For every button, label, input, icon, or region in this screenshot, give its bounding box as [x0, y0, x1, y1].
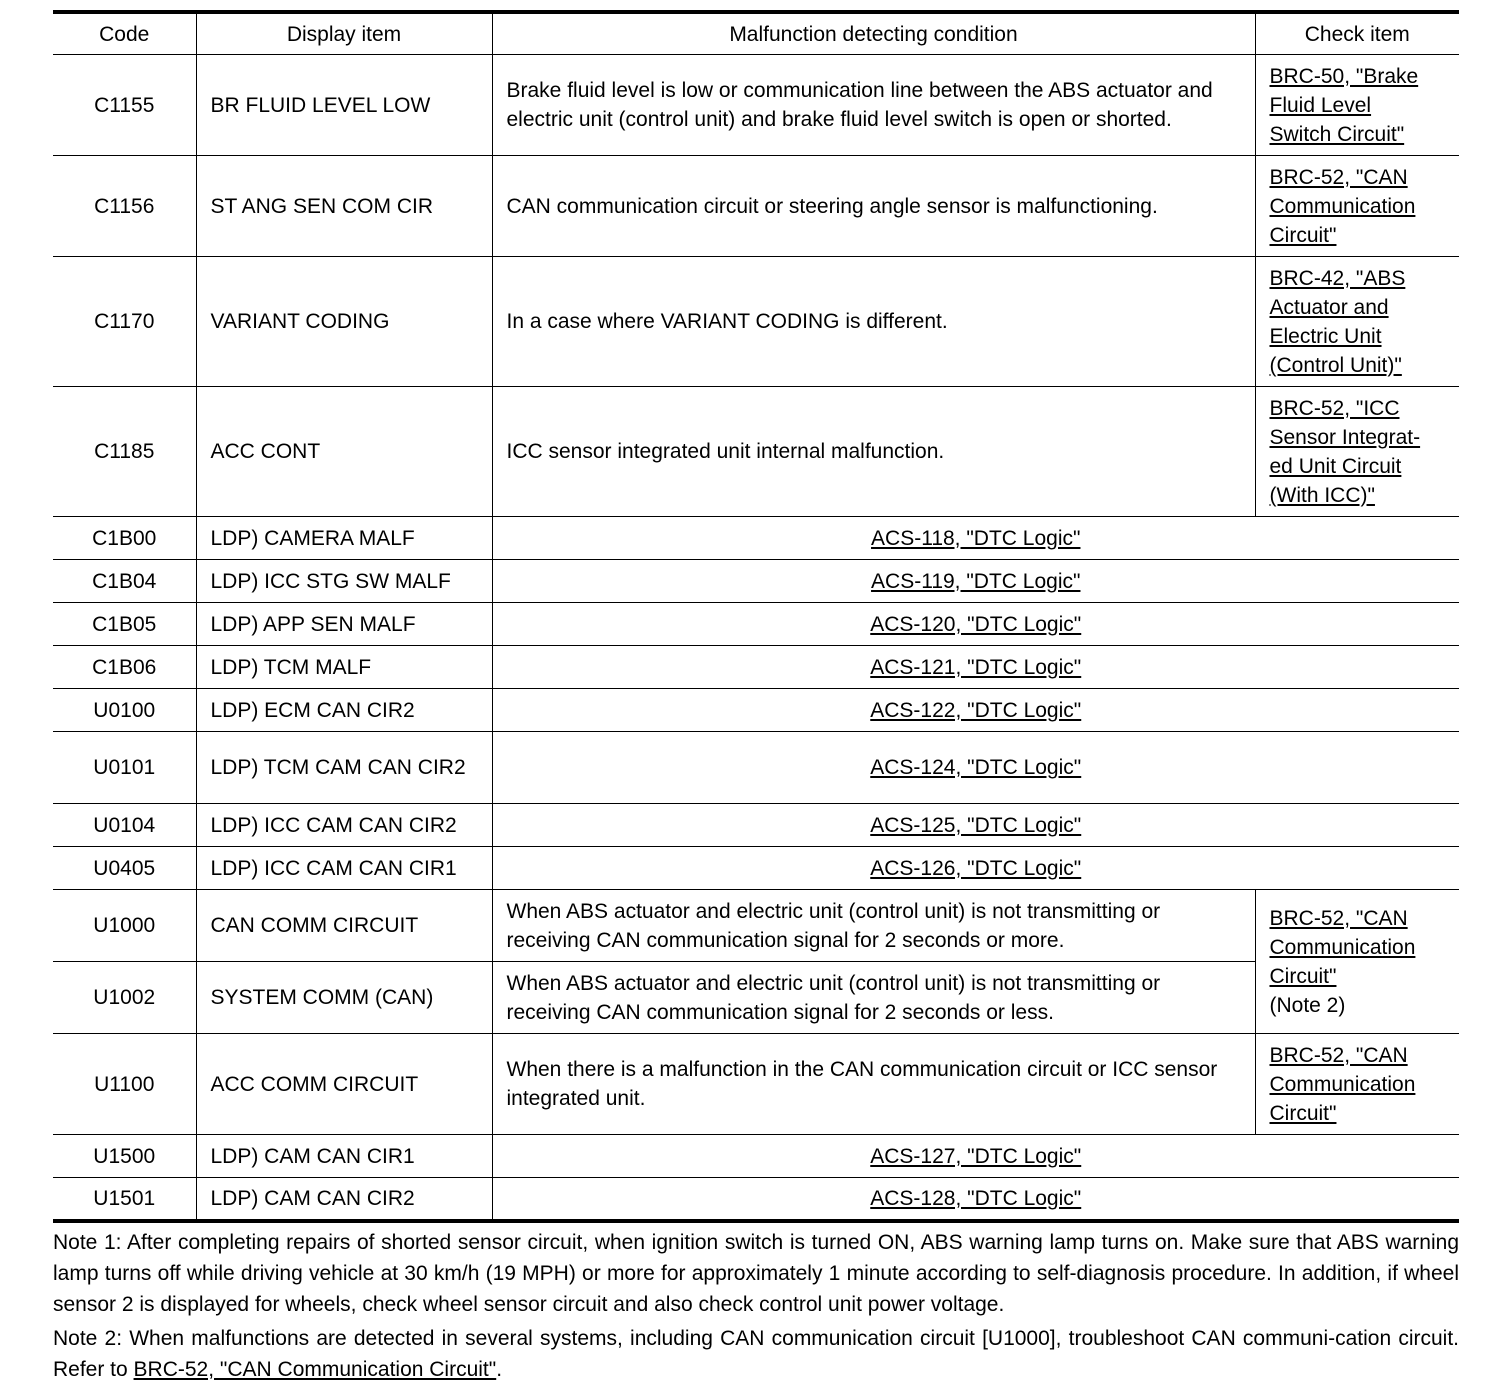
- display-item: LDP) ECM CAN CIR2: [196, 689, 492, 732]
- display-item: CAN COMM CIRCUIT: [196, 890, 492, 962]
- condition: Brake fluid level is low or communication line between the ABS actuator and electric unit (control unit) and brake fluid level switch is open or shorted.: [492, 55, 1255, 156]
- check-item-cell: [1255, 890, 1459, 1034]
- dtc-code: C1156: [53, 156, 196, 257]
- table-row: [53, 732, 1459, 804]
- condition: CAN communication circuit or steering angle sensor is malfunctioning.: [492, 156, 1255, 257]
- check-item-link[interactable]: BRC-42, "ABS Actuator and Electric Unit (Control Unit)": [1269, 266, 1406, 377]
- dtc-code: U0405: [53, 847, 196, 890]
- display-item: LDP) TCM MALF: [196, 646, 492, 689]
- note-1: Note 1: After completing repairs of shorted sensor circuit, when ignition switch is turned ON, ABS warning lamp turns on. Make sure that ABS warning lamp turns off while driving vehicle at 30 km/h (19 MPH) or more for approximately 1 minute according to self-diagnosis procedure. In addition, if wheel sensor 2 is displayed for wheels, check wheel sensor circuit and also check control unit power voltage.: [53, 1230, 1459, 1316]
- note-2: [53, 1323, 1459, 1385]
- check-item-link[interactable]: BRC-52, "CAN Communication Circuit": [1269, 1043, 1416, 1125]
- header-condition: Malfunction detecting condition: [492, 12, 1255, 55]
- dtc-code: C1B06: [53, 646, 196, 689]
- check-item-cell: [1255, 387, 1459, 517]
- check-item-cell: [1255, 55, 1459, 156]
- check-item-note: (Note 2): [1269, 993, 1346, 1017]
- dtc-code: C1170: [53, 257, 196, 387]
- dtc-code: U1000: [53, 890, 196, 962]
- note-2-suffix: .: [496, 1357, 503, 1381]
- check-item-link[interactable]: BRC-52, "CAN Communication Circuit": [1269, 165, 1416, 247]
- dtc-code: C1B04: [53, 560, 196, 603]
- reference-cell: [492, 847, 1459, 890]
- table-row: [53, 257, 1459, 387]
- table-row: [53, 387, 1459, 517]
- display-item: LDP) CAMERA MALF: [196, 517, 492, 560]
- check-item-cell: [1255, 1034, 1459, 1135]
- condition: When there is a malfunction in the CAN communication circuit or ICC sensor integrated unit.: [492, 1034, 1255, 1135]
- table-row: [53, 689, 1459, 732]
- display-item: LDP) ICC CAM CAN CIR1: [196, 847, 492, 890]
- table-row: [53, 1034, 1459, 1135]
- reference-link[interactable]: ACS-128, "DTC Logic": [870, 1186, 1082, 1210]
- check-item-link[interactable]: BRC-52, "CAN Communication Circuit": [1269, 906, 1416, 988]
- header-code: Code: [53, 12, 196, 55]
- dtc-code: U1500: [53, 1135, 196, 1178]
- check-item-link[interactable]: BRC-50, "Brake Fluid Level Switch Circuit": [1269, 64, 1419, 146]
- reference-cell: [492, 560, 1459, 603]
- dtc-code: U1002: [53, 962, 196, 1034]
- condition: In a case where VARIANT CODING is different.: [492, 257, 1255, 387]
- table-row: [53, 890, 1459, 962]
- display-item: LDP) CAM CAN CIR2: [196, 1178, 492, 1221]
- reference-cell: [492, 603, 1459, 646]
- display-item: LDP) APP SEN MALF: [196, 603, 492, 646]
- table-row: [53, 517, 1459, 560]
- reference-link[interactable]: ACS-127, "DTC Logic": [870, 1144, 1082, 1168]
- reference-cell: [492, 517, 1459, 560]
- dtc-code: U0101: [53, 732, 196, 804]
- reference-link[interactable]: ACS-119, "DTC Logic": [871, 569, 1081, 593]
- table-row: [53, 55, 1459, 156]
- reference-link[interactable]: ACS-125, "DTC Logic": [870, 813, 1082, 837]
- table-row: [53, 962, 1459, 1034]
- dtc-code: U0100: [53, 689, 196, 732]
- check-item-cell: [1255, 257, 1459, 387]
- reference-link[interactable]: ACS-122, "DTC Logic": [870, 698, 1082, 722]
- reference-cell: [492, 1178, 1459, 1221]
- header-check-item: Check item: [1255, 12, 1459, 55]
- header-display-item: Display item: [196, 12, 492, 55]
- table-header-row: [53, 12, 1459, 55]
- table-row: [53, 156, 1459, 257]
- display-item: BR FLUID LEVEL LOW: [196, 55, 492, 156]
- display-item: SYSTEM COMM (CAN): [196, 962, 492, 1034]
- display-item: LDP) CAM CAN CIR1: [196, 1135, 492, 1178]
- table-row: [53, 1178, 1459, 1221]
- reference-cell: [492, 689, 1459, 732]
- dtc-code: C1155: [53, 55, 196, 156]
- check-item-cell: [1255, 156, 1459, 257]
- table-row: [53, 804, 1459, 847]
- condition: When ABS actuator and electric unit (control unit) is not transmitting or receiving CAN communication signal for 2 seconds or more.: [492, 890, 1255, 962]
- display-item: LDP) TCM CAM CAN CIR2: [196, 732, 492, 804]
- dtc-code: C1B00: [53, 517, 196, 560]
- reference-link[interactable]: ACS-120, "DTC Logic": [870, 612, 1082, 636]
- reference-link[interactable]: ACS-118, "DTC Logic": [871, 526, 1081, 550]
- check-item-link[interactable]: BRC-52, "ICC Sensor Integrat- ed Unit Circuit (With ICC)": [1269, 396, 1421, 507]
- dtc-code: C1B05: [53, 603, 196, 646]
- dtc-code: U1100: [53, 1034, 196, 1135]
- display-item: ACC CONT: [196, 387, 492, 517]
- notes-section: [53, 1227, 1459, 1385]
- note-2-link[interactable]: BRC-52, "CAN Communication Circuit": [133, 1357, 497, 1381]
- dtc-page: [53, 10, 1459, 1388]
- condition: When ABS actuator and electric unit (control unit) is not transmitting or receiving CAN communication signal for 2 seconds or less.: [492, 962, 1255, 1034]
- display-item: ST ANG SEN COM CIR: [196, 156, 492, 257]
- dtc-code: U0104: [53, 804, 196, 847]
- reference-cell: [492, 732, 1459, 804]
- reference-link[interactable]: ACS-121, "DTC Logic": [870, 655, 1082, 679]
- reference-cell: [492, 804, 1459, 847]
- reference-link[interactable]: ACS-124, "DTC Logic": [870, 756, 1082, 779]
- reference-link[interactable]: ACS-126, "DTC Logic": [870, 856, 1082, 880]
- reference-cell: [492, 1135, 1459, 1178]
- table-row: [53, 646, 1459, 689]
- table-row: [53, 1135, 1459, 1178]
- table-row: [53, 847, 1459, 890]
- display-item: VARIANT CODING: [196, 257, 492, 387]
- condition: ICC sensor integrated unit internal malfunction.: [492, 387, 1255, 517]
- display-item: ACC COMM CIRCUIT: [196, 1034, 492, 1135]
- dtc-code: U1501: [53, 1178, 196, 1221]
- dtc-table: [53, 10, 1459, 1223]
- display-item: LDP) ICC CAM CAN CIR2: [196, 804, 492, 847]
- note-2-text: Note 2: When malfunctions are detected in several systems, including CAN communication circuit [U1000], troubleshoot CAN communi-cation circuit. Refer to: [53, 1326, 1459, 1381]
- dtc-code: C1185: [53, 387, 196, 517]
- reference-cell: [492, 646, 1459, 689]
- display-item: LDP) ICC STG SW MALF: [196, 560, 492, 603]
- table-row: [53, 603, 1459, 646]
- table-row: [53, 560, 1459, 603]
